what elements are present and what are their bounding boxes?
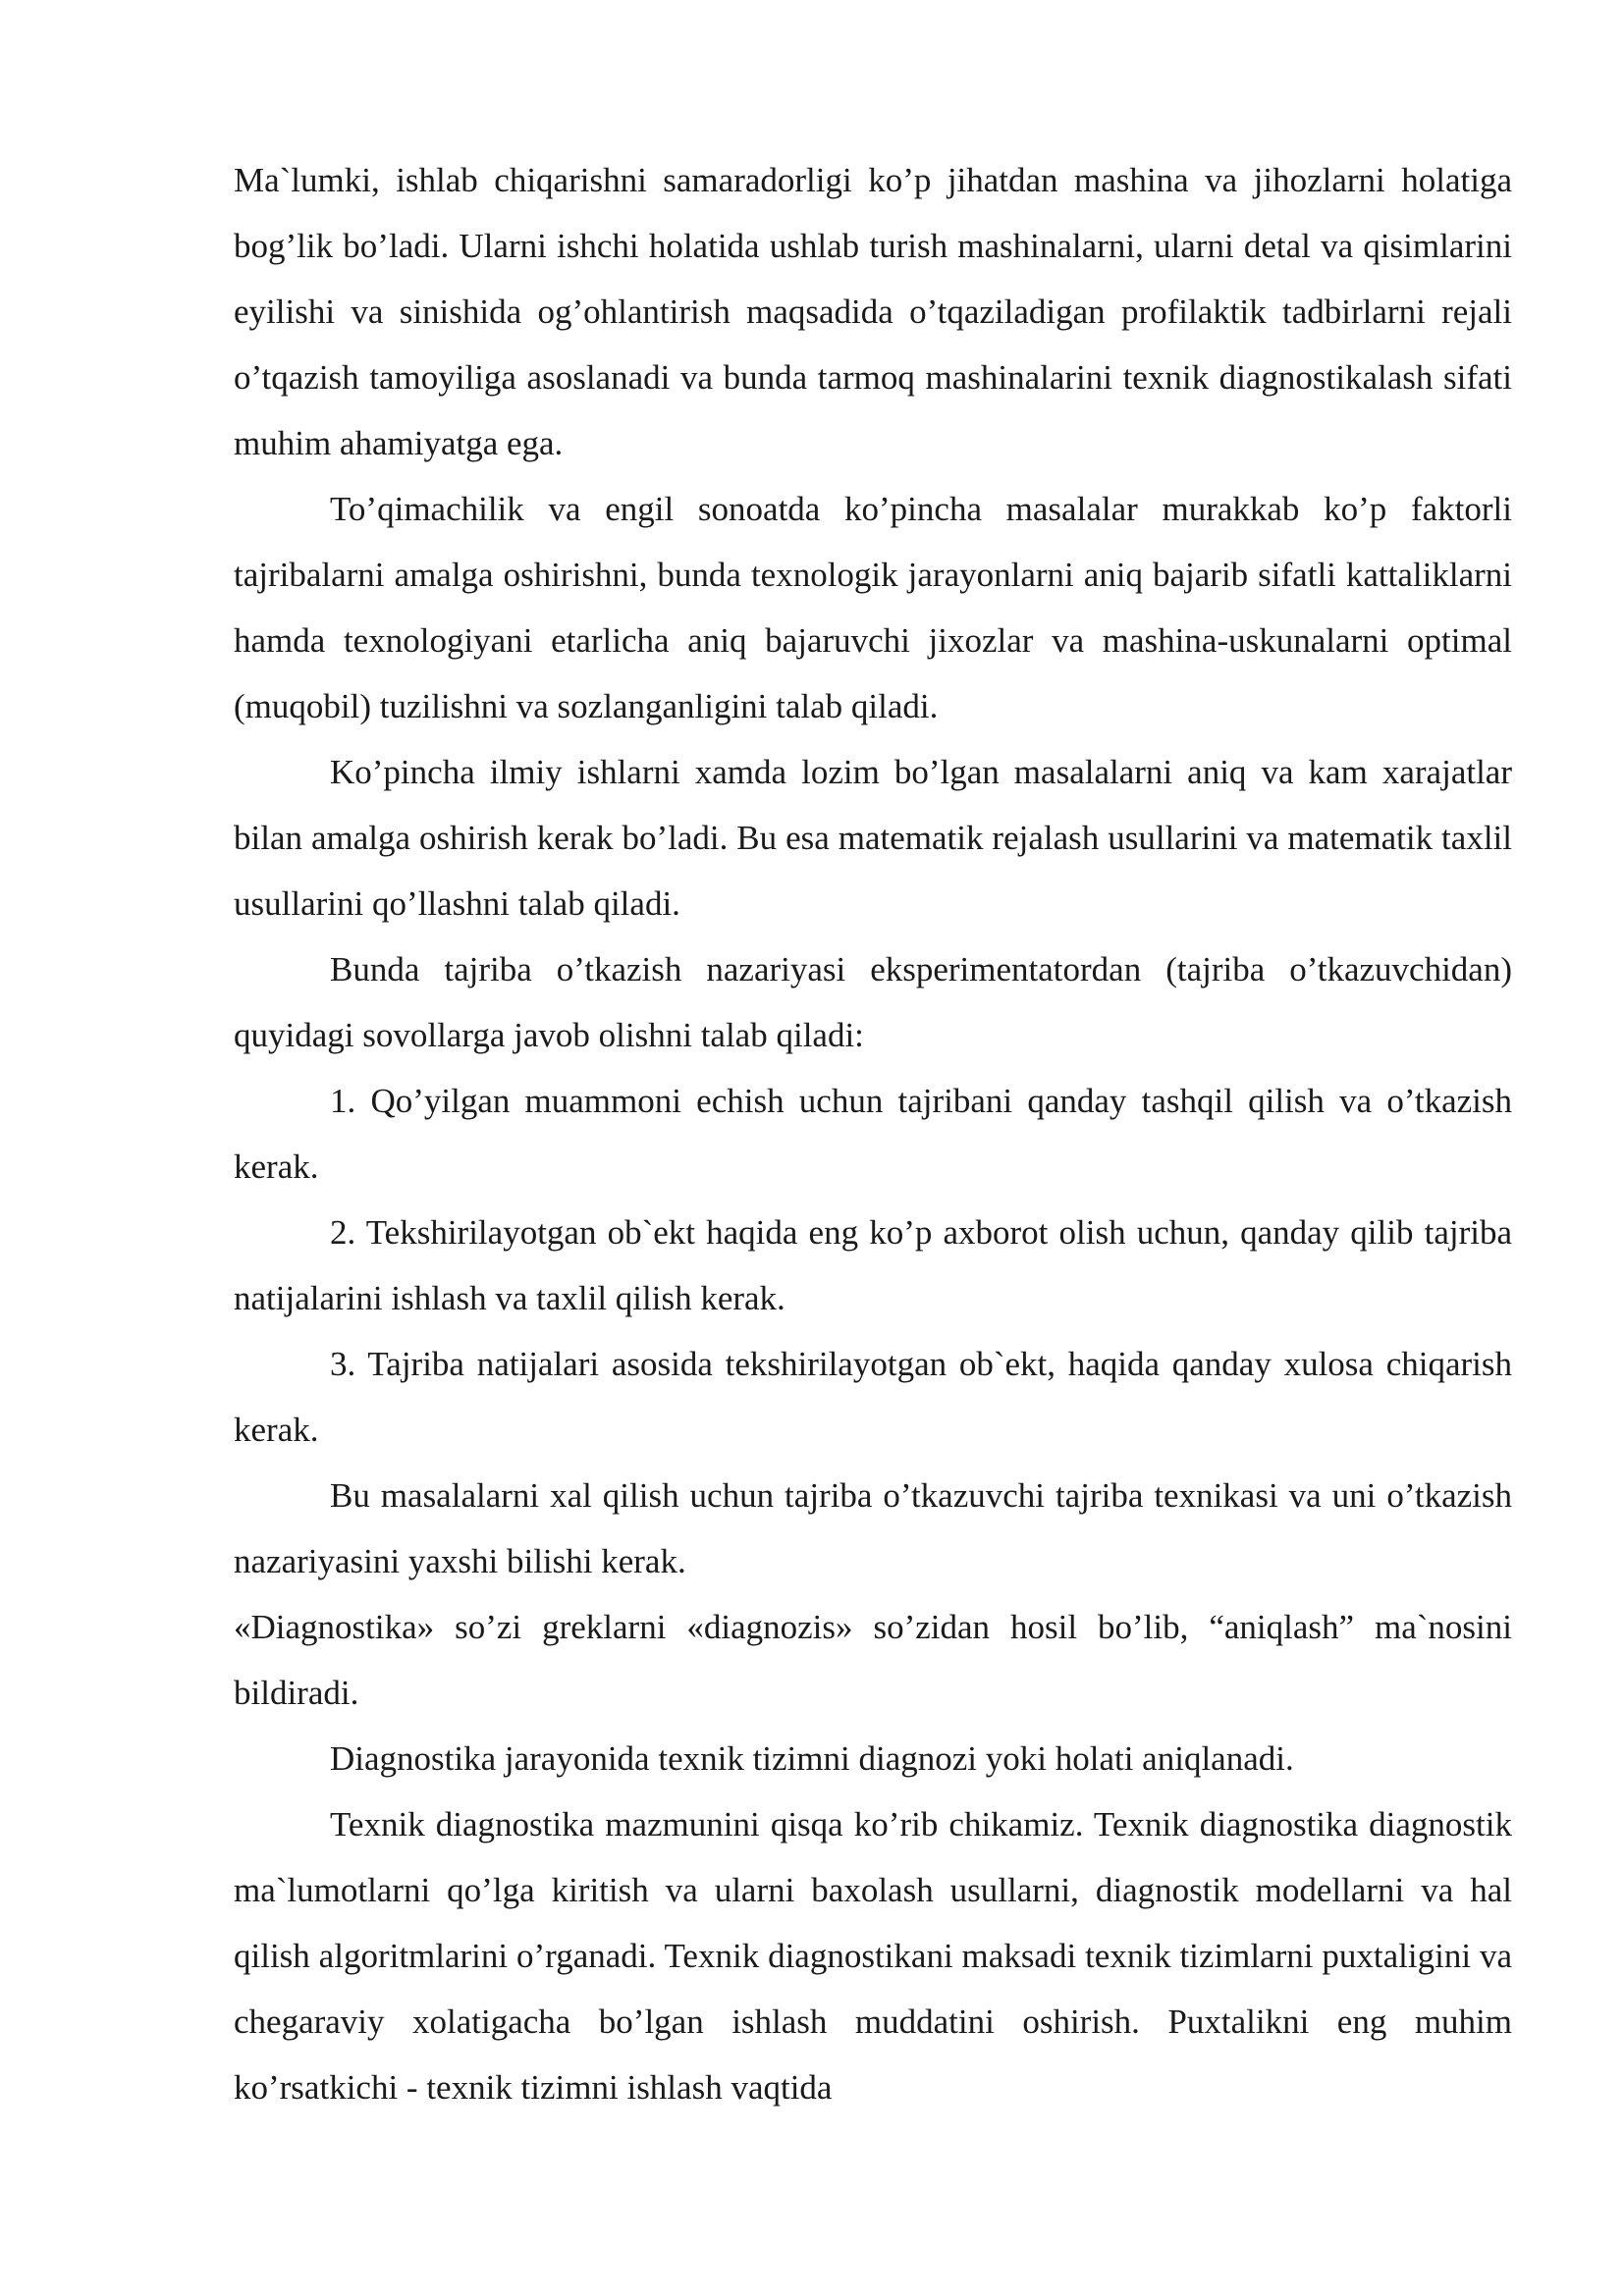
list-item-1: 1. Qo’yilgan muammoni echish uchun tajribani qanday tashqil qilish va o’tkazish kerak. (234, 1082, 1512, 1186)
list-item-3: 3. Tajriba natijalari asosida tekshirilayotgan ob`ekt, haqida qanday xulosa chiqarish kerak. (234, 1345, 1512, 1449)
paragraph-2: To’qimachilik va engil sonoatda ko’pincha masalalar murakkab ko’p faktorli tajribalarni amalga oshirishni, bunda texnologik jarayonlarni aniq bajarib sifatli kattaliklarni hamda texnologiyani etarlicha aniq bajaruvchi jixozlar va mashina-uskunalarni optimal (muqobil) tuzilishni va sozlanganligini talab qiladi. (234, 490, 1512, 725)
paragraph-3: Ko’pincha ilmiy ishlarni xamda lozim bo’lgan masalalarni aniq va kam xarajatlar bilan amalga oshirish kerak bo’ladi. Bu esa matematik rejalash usullarini va matematik taxlil usullarini qo’llashni talab qiladi. (234, 753, 1512, 923)
list-item-2: 2. Tekshirilayotgan ob`ekt haqida eng ko’p axborot olish uchun, qanday qilib tajriba natijalarini ishlash va taxlil qilish kerak. (234, 1213, 1512, 1317)
paragraph-diagnostika-definition: «Diagnostika» so’zi greklarni «diagnozis» so’zidan hosil bo’lib, “aniqlash” ma`nosini bildiradi. (234, 1608, 1512, 1712)
paragraph-7: Texnik diagnostika mazmunini qisqa ko’rib chikamiz. Texnik diagnostika diagnostik ma`lumotlarni qo’lga kiritish va ularni baxolash usullarni, diagnostik modellarni va hal qilish algoritmlarini o’rganadi. Texnik diagnostikani maksadi texnik tizimlarni puxtaligini va chegaraviy xolatigacha bo’lgan ishlash muddatini oshirish. Puxtalikni eng muhim ko’rsatkichi - texnik tizimni ishlash vaqtida (234, 1805, 1512, 2107)
paragraph-1: Ma`lumki, ishlab chiqarishni samaradorligi ko’p jihatdan mashina va jihozlarni holatiga bog’lik bo’ladi. Ularni ishchi holatida ushlab turish mashinalarni, ularni detal va qisimlarini eyilishi va sinishida og’ohlantirish maqsadida o’tqaziladigan profilaktik tadbirlarni rejali o’tqazish tamoyiliga asoslanadi va bunda tarmoq mashinalarini texnik diagnostikalash sifati muhim ahamiyatga ega. (234, 161, 1512, 462)
paragraph-5: Bu masalalarni xal qilish uchun tajriba o’tkazuvchi tajriba texnikasi va uni o’tkazish nazariyasini yaxshi bilishi kerak. (234, 1476, 1512, 1580)
paragraph-6: Diagnostika jarayonida texnik tizimni diagnozi yoki holati aniqlanadi. (330, 1739, 1294, 1778)
document-body (234, 147, 1512, 2120)
paragraph-4: Bunda tajriba o’tkazish nazariyasi eksperimentatordan (tajriba o’tkazuvchidan) quyidagi sovollarga javob olishni talab qiladi: (234, 950, 1512, 1054)
